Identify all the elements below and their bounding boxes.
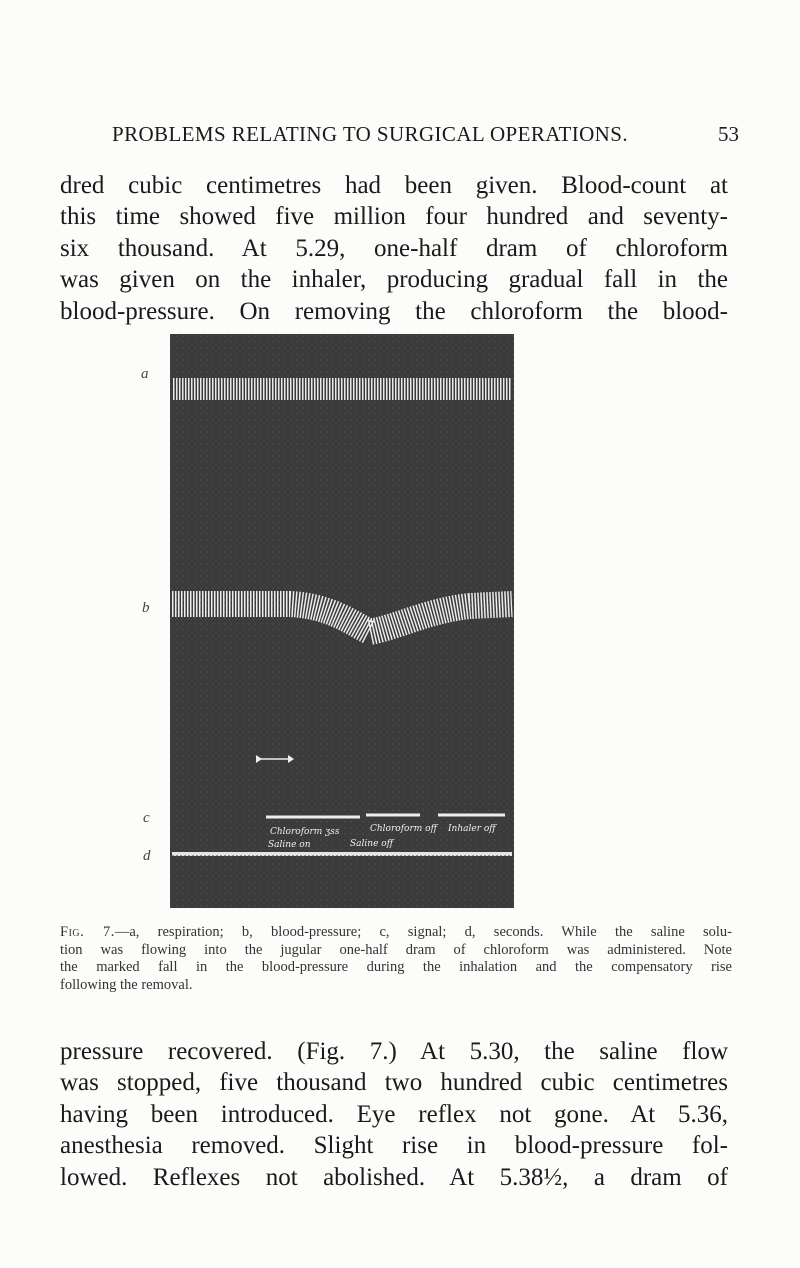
text-line: lowed. Reflexes not abolished. At 5.38½, a dram of [60, 1163, 728, 1191]
body-paragraph-bottom [60, 1036, 728, 1193]
trace-label-c: c [143, 810, 150, 826]
caption-line: tion was flowing into the jugular one-half dram of chloroform was administered. Note [60, 941, 732, 958]
text-line: dred cubic centimetres had been given. Blood-count at [60, 172, 728, 199]
svg-text:Inhaler off: Inhaler off [448, 824, 496, 834]
trace-label-d: d [143, 848, 151, 864]
caption-line: following the removal. [60, 976, 193, 993]
svg-text:Chloroform ʒss: Chloroform ʒss [270, 827, 340, 837]
text-line: was given on the inhaler, producing gradual fall in the [60, 266, 728, 294]
trace-label-a: a [141, 366, 149, 382]
respiration-trace [172, 378, 512, 400]
svg-text:Chloroform off: Chloroform off [370, 824, 437, 834]
smoked-paper-background [170, 334, 514, 908]
figure-caption [60, 924, 732, 994]
page-number: 53 [718, 122, 739, 146]
svg-text:Saline on: Saline on [268, 840, 311, 850]
text-line: this time showed five million four hundred and seventy- [60, 203, 728, 231]
running-header: PROBLEMS RELATING TO SURGICAL OPERATIONS. [112, 122, 628, 146]
text-line: six thousand. At 5.29, one-half dram of chloroform [60, 234, 728, 262]
kymograph-figure [170, 334, 514, 908]
text-line: was stopped, five thousand two hundred cubic centimetres [60, 1069, 728, 1097]
body-paragraph-top [60, 170, 728, 327]
seconds-trace [172, 852, 512, 856]
caption-line: the marked fall in the blood-pressure during the inhalation and the compensatory rise [60, 959, 732, 975]
text-line: pressure recovered. (Fig. 7.) At 5.30, the saline flow [60, 1038, 728, 1065]
text-line: blood-pressure. On removing the chloroform the blood- [60, 297, 728, 325]
trace-label-b: b [142, 600, 150, 616]
text-line: anesthesia removed. Slight rise in blood-pressure fol- [60, 1132, 728, 1160]
figure-label: Fig. 7. [60, 924, 115, 940]
svg-text:Saline off: Saline off [350, 839, 394, 849]
kymograph-tracing [170, 334, 514, 908]
caption-line: —a, respiration; b, blood-pressure; c, signal; d, seconds. While the saline solu- [114, 924, 732, 940]
text-line: having been introduced. Eye reflex not gone. At 5.36, [60, 1100, 728, 1128]
